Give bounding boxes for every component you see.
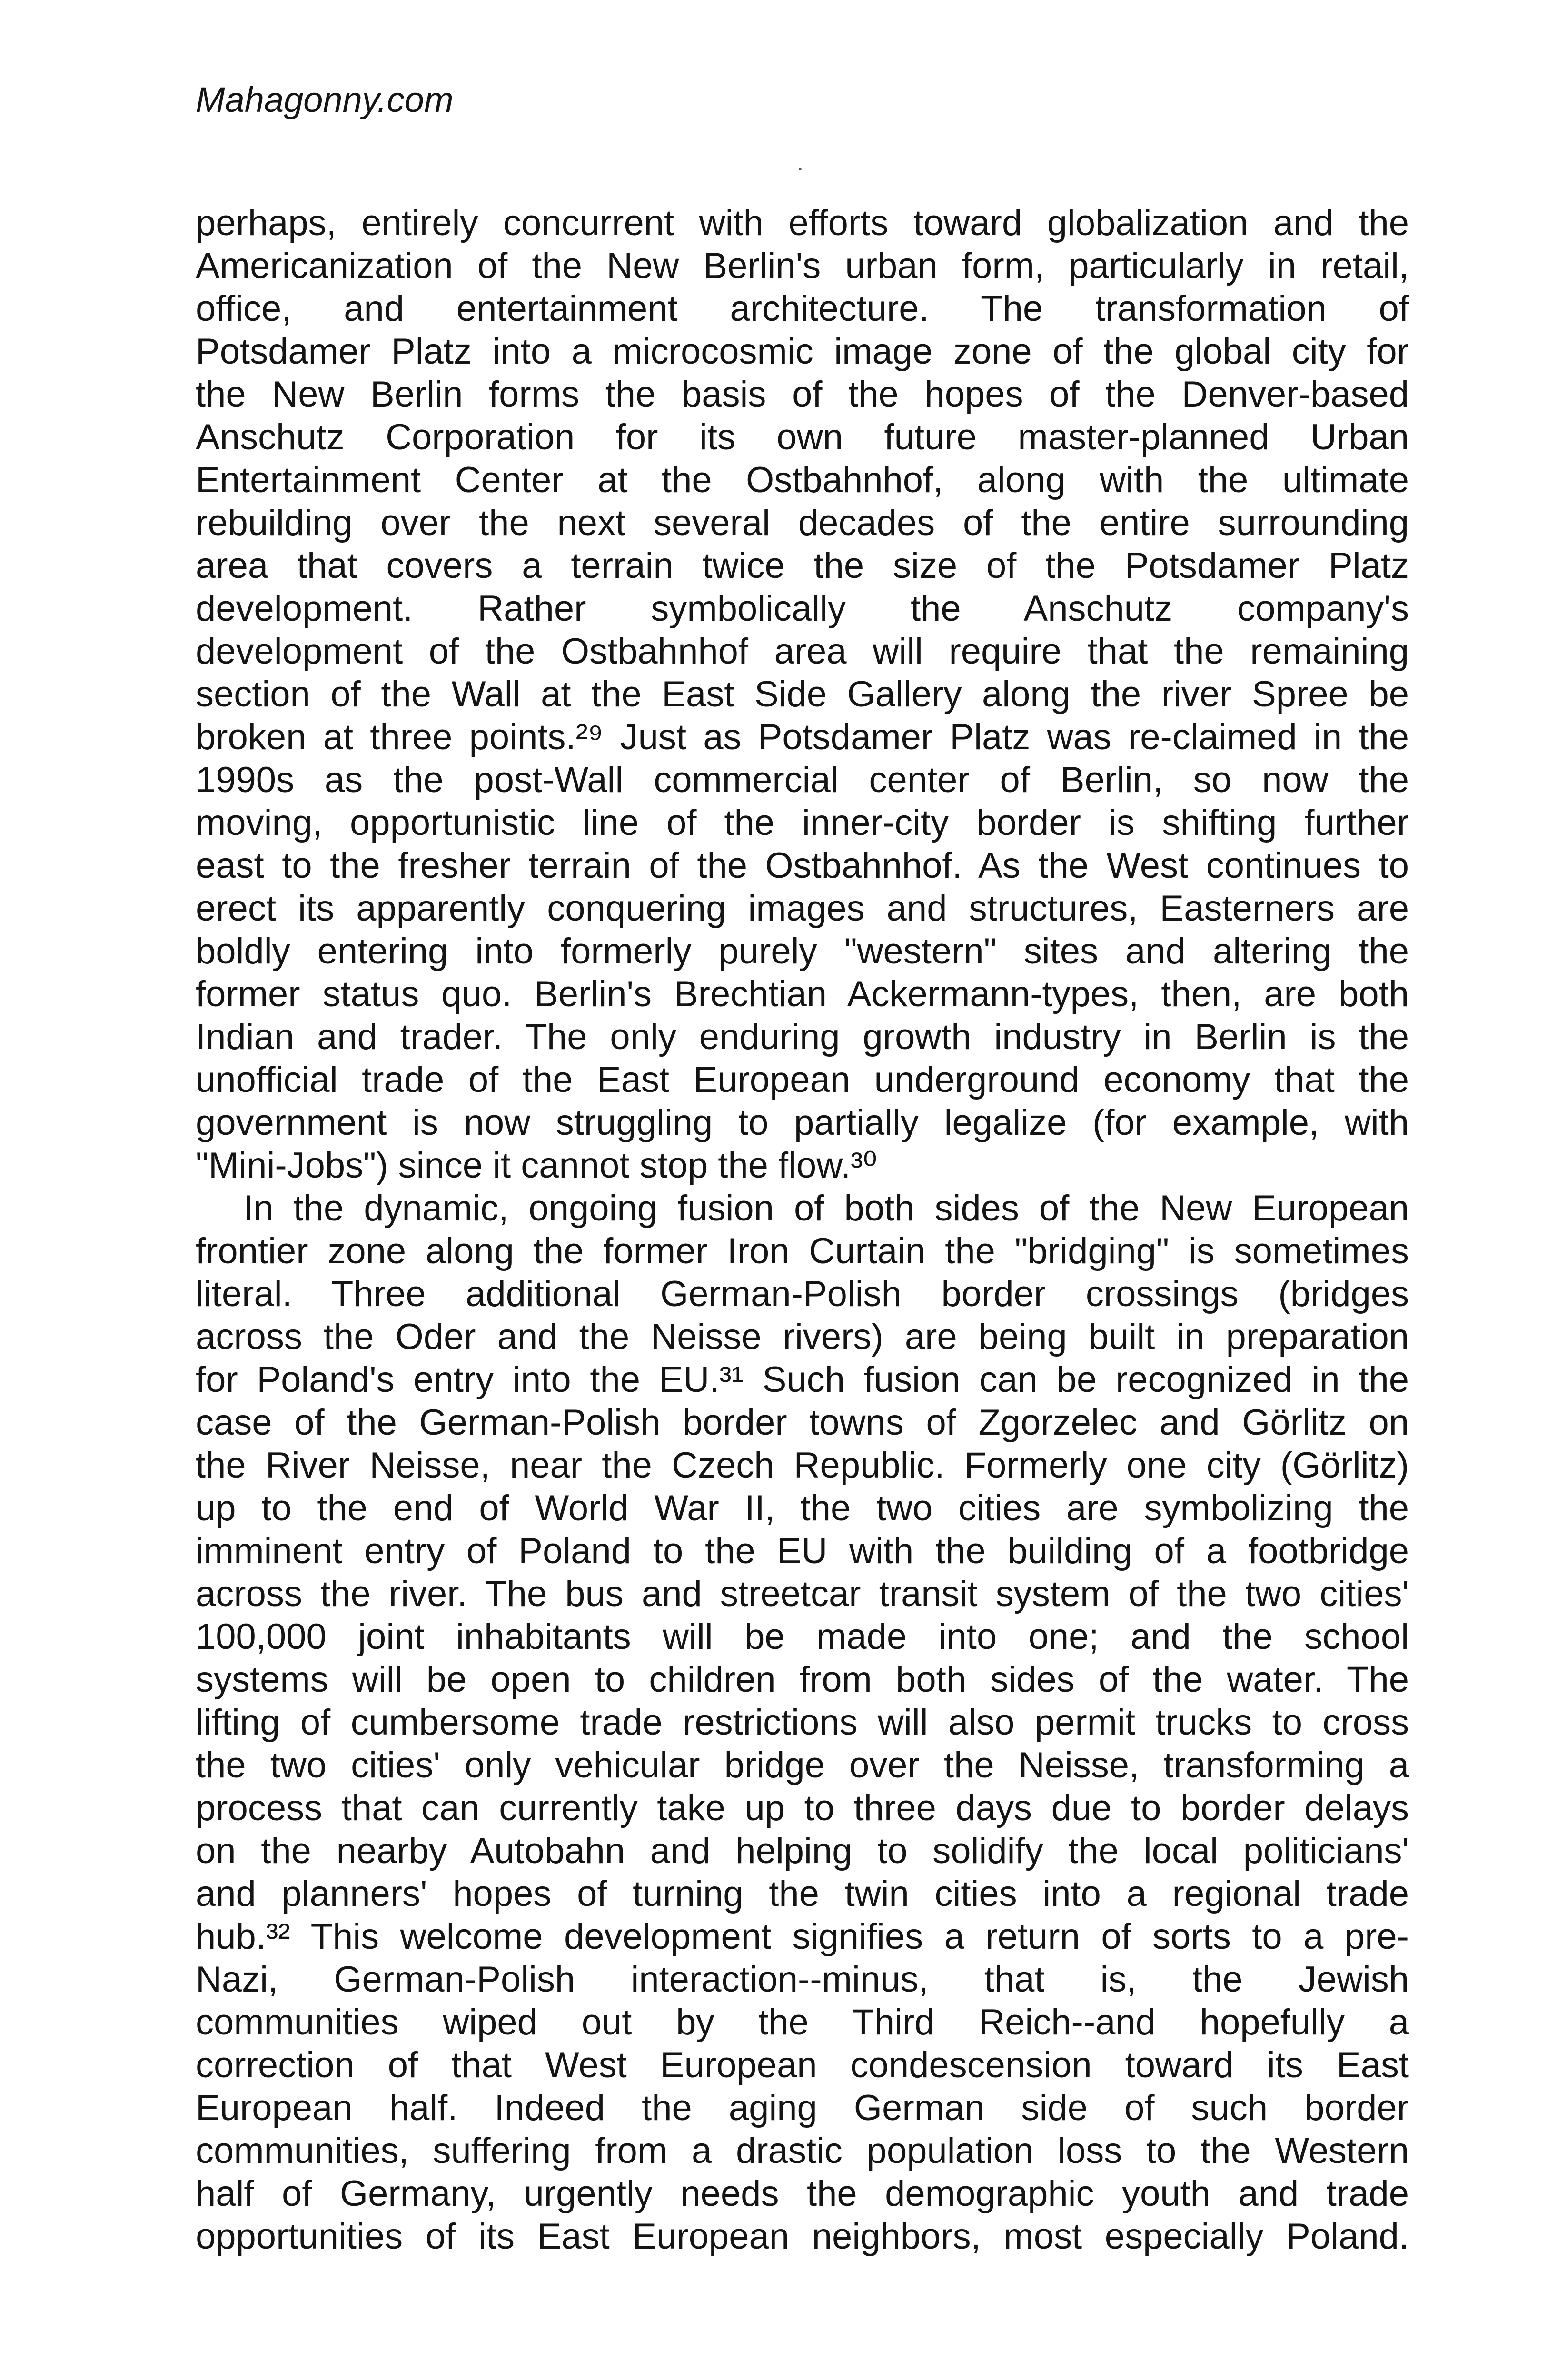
text-line: imminent entry of Poland to the EU with the building of a footbridge (196, 1531, 1409, 1571)
text-line: Anschutz Corporation for its own future master-planned Urban (196, 417, 1409, 457)
text-line: systems will be open to children from both sides of the water. The (196, 1659, 1409, 1700)
text-line: communities, suffering from a drastic population loss to the Western (196, 2131, 1409, 2171)
text-line: the River Neisse, near the Czech Republic. Formerly one city (Görlitz) (196, 1445, 1409, 1486)
text-line: "Mini-Jobs") since it cannot stop the flow.³⁰ (196, 1145, 877, 1186)
text-line: up to the end of World War II, the two cities are symbolizing the (196, 1488, 1409, 1528)
text-line: east to the fresher terrain of the Ostbahnhof. As the West continues to (196, 845, 1409, 886)
text-line: across the Oder and the Neisse rivers) are being built in preparation (196, 1317, 1409, 1357)
text-line: development. Rather symbolically the Anschutz company's (196, 588, 1409, 629)
text-line: government is now struggling to partially legalize (for example, with (196, 1102, 1409, 1143)
text-line: rebuilding over the next several decades of the entire surrounding (196, 503, 1409, 543)
text-line: process that can currently take up to three days due to border delays (196, 1788, 1409, 1828)
text-line: development of the Ostbahnhof area will require that the remaining (196, 631, 1409, 672)
text-line: Entertainment Center at the Ostbahnhof, along with the ultimate (196, 460, 1409, 500)
text-line: for Poland's entry into the EU.³¹ Such fusion can be recognized in the (196, 1359, 1409, 1400)
text-line: area that covers a terrain twice the size of the Potsdamer Platz (196, 545, 1409, 586)
paragraph-1 (196, 202, 1409, 1187)
text-line: half of Germany, urgently needs the demographic youth and trade (196, 2173, 1409, 2214)
body-text (196, 202, 1409, 2258)
text-line: across the river. The bus and streetcar transit system of the two cities' (196, 1574, 1409, 1614)
ink-speck (799, 168, 802, 170)
text-line: section of the Wall at the East Side Gallery along the river Spree be (196, 674, 1409, 714)
text-line: unofficial trade of the East European underground economy that the (196, 1060, 1409, 1100)
text-line: office, and entertainment architecture. The transformation of (196, 288, 1409, 329)
text-line: 100,000 joint inhabitants will be made into one; and the school (196, 1616, 1409, 1657)
text-line: and planners' hopes of turning the twin cities into a regional trade (196, 1874, 1409, 1914)
page-number (186, 2378, 238, 2380)
text-line: Americanization of the New Berlin's urban form, particularly in retail, (196, 246, 1409, 286)
text-line: the two cities' only vehicular bridge over the Neisse, transforming a (196, 1745, 1409, 1785)
text-line: Potsdamer Platz into a microcosmic image zone of the global city for (196, 331, 1409, 372)
text-line: the New Berlin forms the basis of the hopes of the Denver-based (196, 374, 1409, 415)
paragraph-2 (196, 1187, 1409, 2258)
text-line: former status quo. Berlin's Brechtian Ackermann-types, then, are both (196, 974, 1409, 1014)
text-line: Nazi, German-Polish interaction--minus, that is, the Jewish (196, 1959, 1409, 2000)
text-line: communities wiped out by the Third Reich--and hopefully a (196, 2002, 1409, 2043)
text-line: In the dynamic, ongoing fusion of both sides of the New European (243, 1188, 1409, 1229)
text-line: European half. Indeed the aging German side of such border (196, 2088, 1409, 2128)
text-line: literal. Three additional German-Polish border crossings (bridges (196, 1274, 1409, 1314)
text-line: case of the German-Polish border towns of Zgorzelec and Görlitz on (196, 1402, 1409, 1443)
text-line: moving, opportunistic line of the inner-city border is shifting further (196, 803, 1409, 843)
text-line: frontier zone along the former Iron Curtain the "bridging" is sometimes (196, 1231, 1409, 1271)
text-line: perhaps, entirely concurrent with efforts toward globalization and the (196, 203, 1409, 243)
text-line: erect its apparently conquering images and structures, Easterners are (196, 888, 1409, 929)
text-line: Indian and trader. The only enduring growth industry in Berlin is the (196, 1017, 1409, 1057)
text-line: hub.³² This welcome development signifies a return of sorts to a pre- (196, 1916, 1409, 1957)
running-head: Mahagonny.com (196, 80, 454, 119)
text-line: on the nearby Autobahn and helping to solidify the local politicians' (196, 1831, 1409, 1871)
text-line: opportunities of its East European neighbors, most especially Poland. (196, 2216, 1409, 2257)
text-line: correction of that West European condescension toward its East (196, 2045, 1409, 2085)
text-line: 1990s as the post-Wall commercial center of Berlin, so now the (196, 760, 1409, 800)
text-line: lifting of cumbersome trade restrictions will also permit trucks to cross (196, 1702, 1409, 1743)
text-line: boldly entering into formerly purely "western" sites and altering the (196, 931, 1409, 972)
text-line: broken at three points.²⁹ Just as Potsdamer Platz was re-claimed in the (196, 717, 1409, 757)
